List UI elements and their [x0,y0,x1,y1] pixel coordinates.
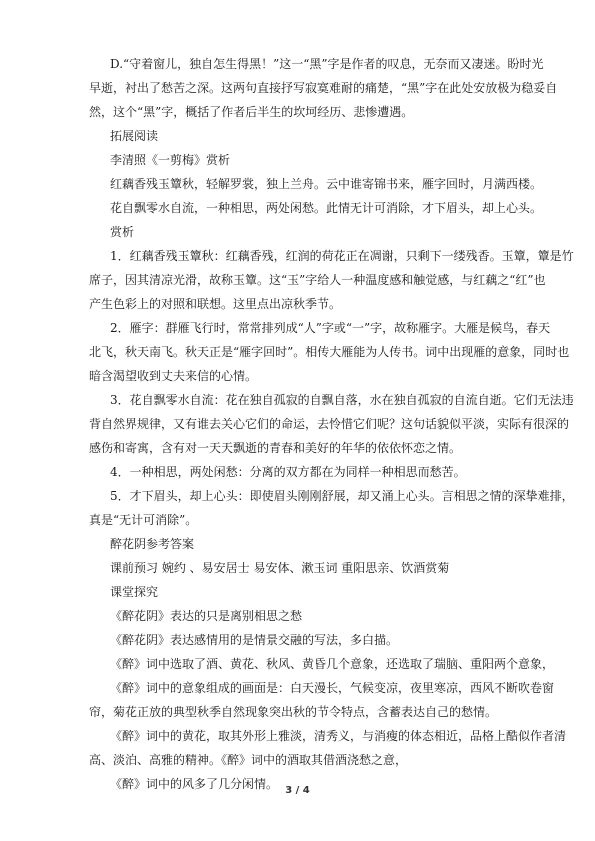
text-line: 背自然界规律，又有谁去关心它们的命运，去怜惜它们呢？这句话貌似平淡，实际有很深的 [89,417,570,431]
document-body [89,52,574,796]
text-line: 暗含渴望收到丈夫来信的心情。 [89,369,258,383]
text-line: 红藕香残玉簟秋，轻解罗裳，独上兰舟。云中谁寄锦书来，雁字回时，月满西楼。 [110,177,543,191]
text-line: 赏析 [110,225,135,239]
text-line: 3．花自飘零水自流：花在独自孤寂的自飘自落，水在独自孤寂的自流自逝。它们无法违 [110,393,574,407]
text-line: 1．红藕香残玉簟秋：红藕香残，红润的荷花正在凋谢，只剩下一缕残香。玉簟，簟是竹 [110,249,574,263]
text-line: 花自飘零水自流，一种相思，两处闲愁。此情无计可消除，才下眉头，却上心头。 [110,201,543,215]
text-line: 《醉》词中的风多了几分闲情。 [110,777,279,791]
text-line: 帘，菊花正放的典型秋季自然现象突出秋的节令特点，含蓄表达自己的愁情。 [89,705,498,719]
text-line: 《醉花阴》表达的只是离别相思之愁 [110,609,303,623]
text-line: 《醉》词中选取了酒、黄花、秋风、黄昏几个意象，还选取了瑞脑、重阳两个意象， [110,657,555,671]
text-line: 课堂探究 [110,585,159,599]
text-line: 高、淡泊、高雅的精神。《醉》词中的酒取其借酒浇愁之意， [89,753,408,767]
page-number: 3 / 4 [285,785,310,796]
text-line: 《醉花阴》表达感情用的是情景交融的写法，多白描。 [110,633,399,647]
text-line: 北飞，秋天南飞。秋天正是“雁字回时”。相传大雁能为人传书。词中出现雁的意象，同时也 [89,345,570,359]
text-line: D.“守着窗儿，独自怎生得黑！”这一“黑”字是作者的叹息，无奈而又凄迷。盼时光 [110,57,544,71]
text-line: 早逝，衬出了愁苦之深。这两句直接抒写寂寞难耐的痛楚，“黑”字在此处安放极为稳妥自 [89,81,558,95]
text-line: 产生色彩上的对照和联想。这里点出凉秋季节。 [89,297,342,311]
text-line: 感伤和寄寓，含有对一天天飘逝的青春和美好的年华的依依怀恋之情。 [89,441,462,455]
text-line: 2．雁字：群雁飞行时，常常排列成“人”字或“一”字，故称雁字。大雁是候鸟，春天 [110,321,551,335]
text-line: 5．才下眉头，却上心头：即使眉头刚刚舒展，却又涌上心头。言相思之情的深挚难排， [110,489,574,503]
text-line: 拓展阅读 [110,129,159,143]
text-line: 李清照《一剪梅》赏析 [110,153,231,167]
text-line: 《醉》词中的意象组成的画面是：白天漫长，气候变凉，夜里寒凉，西风不断吹卷窗 [110,681,555,695]
text-line: 真是“无计可消除”。 [89,513,198,527]
text-line: 《醉》词中的黄花，取其外形上雅淡，清秀义，与消瘦的体态相近，品格上酷似作者清 [110,729,567,743]
text-line: 醉花阴参考答案 [110,537,195,551]
text-line: 席子，因其清凉光滑，故称玉簟。这“玉”字给人一种温度感和触觉感，与红藕之“红”也 [89,273,546,287]
text-line: 然，这个“黑”字，概括了作者后半生的坎坷经历、悲惨遭遇。 [89,105,414,119]
text-line: 课前预习 婉约 、易安居士 易安体、漱玉词 重阳思亲、饮酒赏菊 [110,561,450,575]
text-line: 4．一种相思，两处闲愁：分离的双方都在为同样一种相思而愁苦。 [110,465,466,479]
